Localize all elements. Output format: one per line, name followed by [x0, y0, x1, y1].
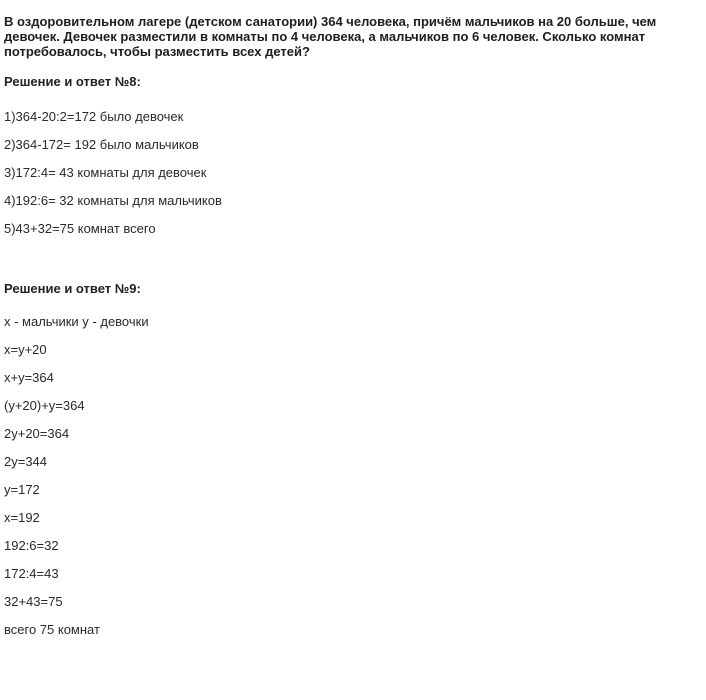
solution-9-line: 192:6=32 — [4, 538, 59, 553]
solution-9-line: 2y+20=364 — [4, 426, 70, 441]
solution-8-line: 1)364-20:2=172 было девочек — [4, 109, 184, 124]
solution-8-line: 2)364-172= 192 было мальчиков — [4, 137, 199, 152]
solution-9-line: x=y+20 — [4, 342, 47, 357]
solution-9-line: x - мальчики y - девочки — [4, 314, 149, 329]
solution-8-heading: Решение и ответ №8: — [4, 74, 141, 89]
solution-9-line: 172:4=43 — [4, 566, 59, 581]
solution-8-line: 5)43+32=75 комнат всего — [4, 221, 156, 236]
solution-9-line: всего 75 комнат — [4, 622, 100, 637]
solution-9-line: (y+20)+y=364 — [4, 398, 85, 413]
solution-9-line: x=192 — [4, 510, 40, 525]
solution-9-heading: Решение и ответ №9: — [4, 281, 141, 296]
solution-8-line: 4)192:6= 32 комнаты для мальчиков — [4, 193, 222, 208]
solution-9-line: y=172 — [4, 482, 40, 497]
solution-8-line: 3)172:4= 43 комнаты для девочек — [4, 165, 207, 180]
problem-statement: В оздоровительном лагере (детском санатории) 364 человека, причём мальчиков на 20 больше, чем девочек. Девочек разместили в комнаты по 4 человека, а мальчиков по 6 человек. Сколько комнат потребовалось, чтобы разместить всех детей? — [4, 14, 657, 59]
solution-9-line: x+y=364 — [4, 370, 54, 385]
solution-9-line: 2y=344 — [4, 454, 48, 469]
solution-9-line: 32+43=75 — [4, 594, 63, 609]
